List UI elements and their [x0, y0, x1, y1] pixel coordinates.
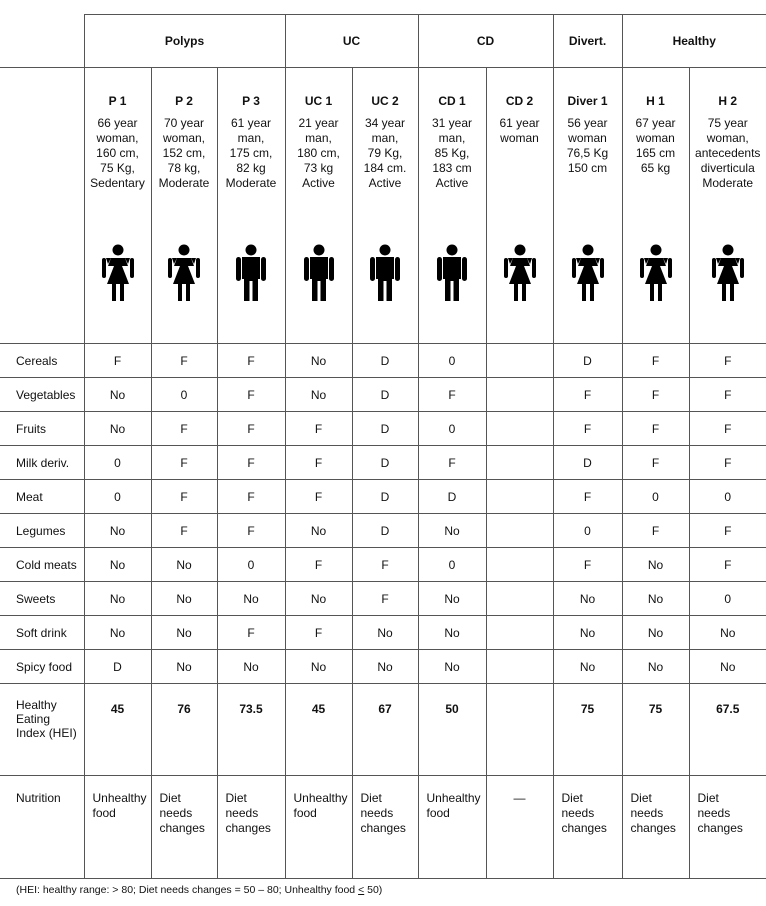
patient-corner-cell [0, 68, 84, 344]
food-frequency-cell: F [689, 514, 766, 548]
patient-column-header [689, 68, 766, 344]
food-frequency-cell: No [84, 616, 151, 650]
patient-column-header [486, 68, 553, 344]
nutrition-value: Diet needs changes [360, 791, 406, 835]
group-header-cd: CD [418, 15, 553, 68]
food-frequency-cell: No [151, 548, 217, 582]
food-frequency-cell: No [689, 616, 766, 650]
patient-column-header [285, 68, 352, 344]
food-frequency-cell: F [622, 514, 689, 548]
nutrition-cell [418, 776, 486, 879]
food-frequency-cell: No [285, 378, 352, 412]
food-frequency-cell: D [352, 514, 418, 548]
patient-info [487, 94, 553, 343]
nutrition-value: Unhealthy food [92, 791, 147, 820]
food-frequency-cell: No [352, 616, 418, 650]
food-row-label: Spicy food [0, 650, 84, 684]
patient-info [690, 94, 766, 343]
food-frequency-cell: F [553, 480, 622, 514]
food-frequency-cell: F [285, 480, 352, 514]
patient-id: CD 1 [438, 94, 466, 108]
food-frequency-cell [486, 616, 553, 650]
hei-value: 75 [648, 702, 663, 716]
food-frequency-cell: No [84, 548, 151, 582]
food-frequency-cell: 0 [84, 446, 151, 480]
woman-icon [98, 244, 138, 302]
nutrition-cell [285, 776, 352, 879]
hei-cell [352, 684, 418, 776]
food-frequency-cell: D [352, 412, 418, 446]
nutrition-value: Diet needs changes [159, 791, 205, 835]
food-frequency-cell: No [285, 344, 352, 378]
patient-description: 31 year man, 85 Kg, 183 cm Active [431, 116, 473, 190]
patient-id: P 3 [242, 94, 260, 108]
food-frequency-cell: No [285, 582, 352, 616]
food-frequency-cell: 0 [553, 514, 622, 548]
food-row-label: Sweets [0, 582, 84, 616]
food-frequency-cell: No [418, 514, 486, 548]
food-frequency-cell: F [285, 446, 352, 480]
patient-id: UC 1 [304, 94, 333, 108]
group-header-divert: Divert. [553, 15, 622, 68]
food-row [0, 446, 766, 480]
patient-description: 21 year man, 180 cm, 73 kg Active [297, 116, 340, 190]
food-frequency-cell: 0 [217, 548, 285, 582]
footnote-end: 50) [364, 884, 383, 896]
food-frequency-cell: F [151, 480, 217, 514]
food-frequency-cell: F [217, 446, 285, 480]
food-row [0, 514, 766, 548]
food-frequency-cell: F [217, 344, 285, 378]
food-frequency-cell: F [689, 378, 766, 412]
patient-description: 61 year woman [499, 116, 540, 145]
food-frequency-cell: F [151, 344, 217, 378]
food-row [0, 548, 766, 582]
group-header-uc: UC [285, 15, 418, 68]
food-row [0, 582, 766, 616]
patient-info [152, 94, 217, 343]
patient-description: 75 year woman, antecedents diverticula Moderate [695, 116, 761, 190]
patient-id: UC 2 [371, 94, 399, 108]
food-frequency-cell: F [217, 514, 285, 548]
patient-info [419, 94, 486, 343]
food-frequency-cell [486, 378, 553, 412]
food-frequency-cell [486, 412, 553, 446]
nutrition-row-label: Nutrition [16, 791, 61, 805]
patient-id: H 1 [646, 94, 665, 108]
hei-cell [418, 684, 486, 776]
hei-cell [217, 684, 285, 776]
patient-column-header [84, 68, 151, 344]
hei-cell [285, 684, 352, 776]
food-frequency-cell: F [84, 344, 151, 378]
patient-info [554, 94, 622, 343]
nutrition-label-cell [0, 776, 84, 879]
food-row [0, 480, 766, 514]
hei-value: 76 [177, 702, 191, 716]
group-header-polyps: Polyps [84, 15, 285, 68]
nutrition-cell [352, 776, 418, 879]
woman-icon [636, 244, 676, 302]
food-frequency-cell: F [689, 548, 766, 582]
woman-icon [500, 244, 540, 302]
food-frequency-cell: 0 [84, 480, 151, 514]
food-frequency-cell: D [352, 344, 418, 378]
patient-column-header [418, 68, 486, 344]
food-row-label: Fruits [0, 412, 84, 446]
patient-description: 56 year woman 76,5 Kg 150 cm [566, 116, 609, 175]
food-frequency-cell: 0 [689, 480, 766, 514]
food-frequency-cell: F [151, 514, 217, 548]
hei-cell [486, 684, 553, 776]
patient-column-header [622, 68, 689, 344]
food-frequency-cell [486, 344, 553, 378]
patient-description: 66 year woman, 160 cm, 75 Kg, Sedentary [90, 116, 145, 190]
patient-info [218, 94, 285, 343]
food-row-label: Vegetables [0, 378, 84, 412]
food-frequency-cell: F [151, 446, 217, 480]
food-frequency-cell: No [84, 514, 151, 548]
food-frequency-cell: No [217, 582, 285, 616]
food-frequency-cell: No [84, 378, 151, 412]
nutrition-cell [151, 776, 217, 879]
food-frequency-cell: No [689, 650, 766, 684]
food-row [0, 344, 766, 378]
nutrition-value: — [513, 791, 526, 805]
patient-id: H 2 [718, 94, 738, 108]
hei-cell [689, 684, 766, 776]
food-frequency-cell: F [217, 480, 285, 514]
food-frequency-cell: No [217, 650, 285, 684]
food-frequency-cell: 0 [622, 480, 689, 514]
food-frequency-cell: F [352, 582, 418, 616]
patient-row [0, 68, 766, 344]
food-frequency-cell: F [622, 412, 689, 446]
nutrition-cell [84, 776, 151, 879]
food-frequency-cell: D [553, 344, 622, 378]
food-frequency-cell: D [352, 378, 418, 412]
food-row [0, 650, 766, 684]
patient-info [286, 94, 352, 343]
man-icon [231, 244, 271, 302]
nutrition-cell [486, 776, 553, 879]
patient-id: P 2 [175, 94, 193, 108]
hei-label-cell [0, 684, 84, 776]
food-frequency-cell: No [418, 616, 486, 650]
food-frequency-cell: F [151, 412, 217, 446]
nutrition-value: Diet needs changes [225, 791, 271, 835]
food-frequency-cell: No [418, 582, 486, 616]
hei-value: 75 [580, 702, 595, 716]
patient-id: P 1 [108, 94, 127, 108]
hei-value: 73.5 [239, 702, 263, 716]
food-frequency-cell: No [151, 616, 217, 650]
food-frequency-cell: No [418, 650, 486, 684]
nutrition-row [0, 776, 766, 879]
food-frequency-cell: No [622, 582, 689, 616]
food-frequency-cell: No [553, 650, 622, 684]
food-frequency-cell: No [84, 582, 151, 616]
hei-value: 45 [311, 702, 326, 716]
food-frequency-cell: No [352, 650, 418, 684]
man-icon [432, 244, 472, 302]
food-frequency-cell [486, 582, 553, 616]
food-frequency-cell: F [418, 446, 486, 480]
food-frequency-cell: F [553, 412, 622, 446]
food-frequency-cell: No [553, 616, 622, 650]
food-frequency-cell: No [622, 548, 689, 582]
footnote-lte-symbol: < [358, 884, 365, 896]
nutrition-cell [689, 776, 766, 879]
nutrition-value: Unhealthy food [426, 791, 481, 820]
patient-description: 67 year woman 165 cm 65 kg [635, 116, 676, 175]
patient-description: 61 year man, 175 cm, 82 kg Moderate [225, 116, 277, 190]
food-frequency-cell [486, 650, 553, 684]
food-frequency-cell: No [151, 582, 217, 616]
patient-info [85, 94, 151, 343]
food-frequency-cell: D [352, 446, 418, 480]
nutrition-value: Diet needs changes [697, 791, 743, 835]
corner-cell [0, 15, 84, 68]
patient-column-header [352, 68, 418, 344]
food-row-label: Cereals [0, 344, 84, 378]
food-frequency-cell: 0 [418, 412, 486, 446]
hei-cell [151, 684, 217, 776]
food-frequency-cell: F [352, 548, 418, 582]
hei-value: 67 [378, 702, 392, 716]
food-frequency-cell: No [84, 412, 151, 446]
woman-icon [708, 244, 748, 302]
food-row [0, 378, 766, 412]
nutrition-cell [553, 776, 622, 879]
food-frequency-cell: F [553, 378, 622, 412]
food-frequency-cell: F [285, 412, 352, 446]
woman-icon [164, 244, 204, 302]
patient-description: 34 year man, 79 Kg, 184 cm. Active [363, 116, 407, 190]
food-frequency-cell: F [689, 412, 766, 446]
food-row-label: Milk deriv. [0, 446, 84, 480]
food-frequency-cell: No [285, 650, 352, 684]
food-frequency-cell: 0 [151, 378, 217, 412]
food-frequency-cell: F [689, 446, 766, 480]
patient-id: CD 2 [505, 94, 534, 108]
food-frequency-cell: F [418, 378, 486, 412]
food-frequency-cell: F [285, 548, 352, 582]
nutrition-value: Diet needs changes [630, 791, 676, 835]
food-frequency-cell [486, 548, 553, 582]
nutrition-cell [217, 776, 285, 879]
food-frequency-cell: 0 [418, 548, 486, 582]
group-header-healthy: Healthy [622, 15, 766, 68]
food-frequency-cell [486, 480, 553, 514]
food-row-label: Cold meats [0, 548, 84, 582]
nutrition-value: Unhealthy food [293, 791, 348, 820]
hei-value: 67.5 [716, 702, 740, 716]
food-row-label: Meat [0, 480, 84, 514]
food-frequency-cell: F [285, 616, 352, 650]
food-frequency-cell: F [217, 616, 285, 650]
food-row-label: Soft drink [0, 616, 84, 650]
food-frequency-cell: F [553, 548, 622, 582]
hei-value: 50 [445, 702, 459, 716]
food-frequency-cell: 0 [418, 344, 486, 378]
hei-cell [622, 684, 689, 776]
patient-column-header [151, 68, 217, 344]
food-frequency-cell: D [553, 446, 622, 480]
food-frequency-cell: No [553, 582, 622, 616]
patient-id: Diver 1 [567, 94, 608, 108]
hei-cell [553, 684, 622, 776]
food-frequency-cell: F [622, 344, 689, 378]
food-frequency-cell: No [622, 650, 689, 684]
footnote [16, 884, 382, 896]
food-frequency-cell: 0 [689, 582, 766, 616]
food-frequency-cell: No [285, 514, 352, 548]
patient-info [623, 94, 689, 343]
hei-value: 45 [110, 702, 125, 716]
man-icon [299, 244, 339, 302]
woman-icon [568, 244, 608, 302]
food-frequency-cell: D [352, 480, 418, 514]
food-frequency-cell: D [418, 480, 486, 514]
hei-row [0, 684, 766, 776]
food-frequency-cell: F [689, 344, 766, 378]
food-frequency-cell: No [151, 650, 217, 684]
patient-column-header [553, 68, 622, 344]
hei-row-label: Healthy Eating Index (HEI) [16, 698, 77, 740]
food-frequency-cell [486, 514, 553, 548]
nutrition-cell [622, 776, 689, 879]
food-row [0, 412, 766, 446]
hei-cell [84, 684, 151, 776]
food-row-label: Legumes [0, 514, 84, 548]
food-frequency-cell: No [622, 616, 689, 650]
food-frequency-cell: F [217, 378, 285, 412]
group-header-row [0, 15, 766, 68]
food-frequency-cell: F [217, 412, 285, 446]
diet-table [0, 14, 766, 879]
patient-description: 70 year woman, 152 cm, 78 kg, Moderate [158, 116, 210, 190]
footnote-text: (HEI: healthy range: > 80; Diet needs changes = 50 – 80; Unhealthy food [16, 884, 359, 896]
food-frequency-cell [486, 446, 553, 480]
food-frequency-cell: D [84, 650, 151, 684]
nutrition-value: Diet needs changes [561, 791, 607, 835]
food-row [0, 616, 766, 650]
food-frequency-cell: F [622, 378, 689, 412]
man-icon [365, 244, 405, 302]
patient-column-header [217, 68, 285, 344]
patient-info [353, 94, 418, 343]
food-frequency-cell: F [622, 446, 689, 480]
